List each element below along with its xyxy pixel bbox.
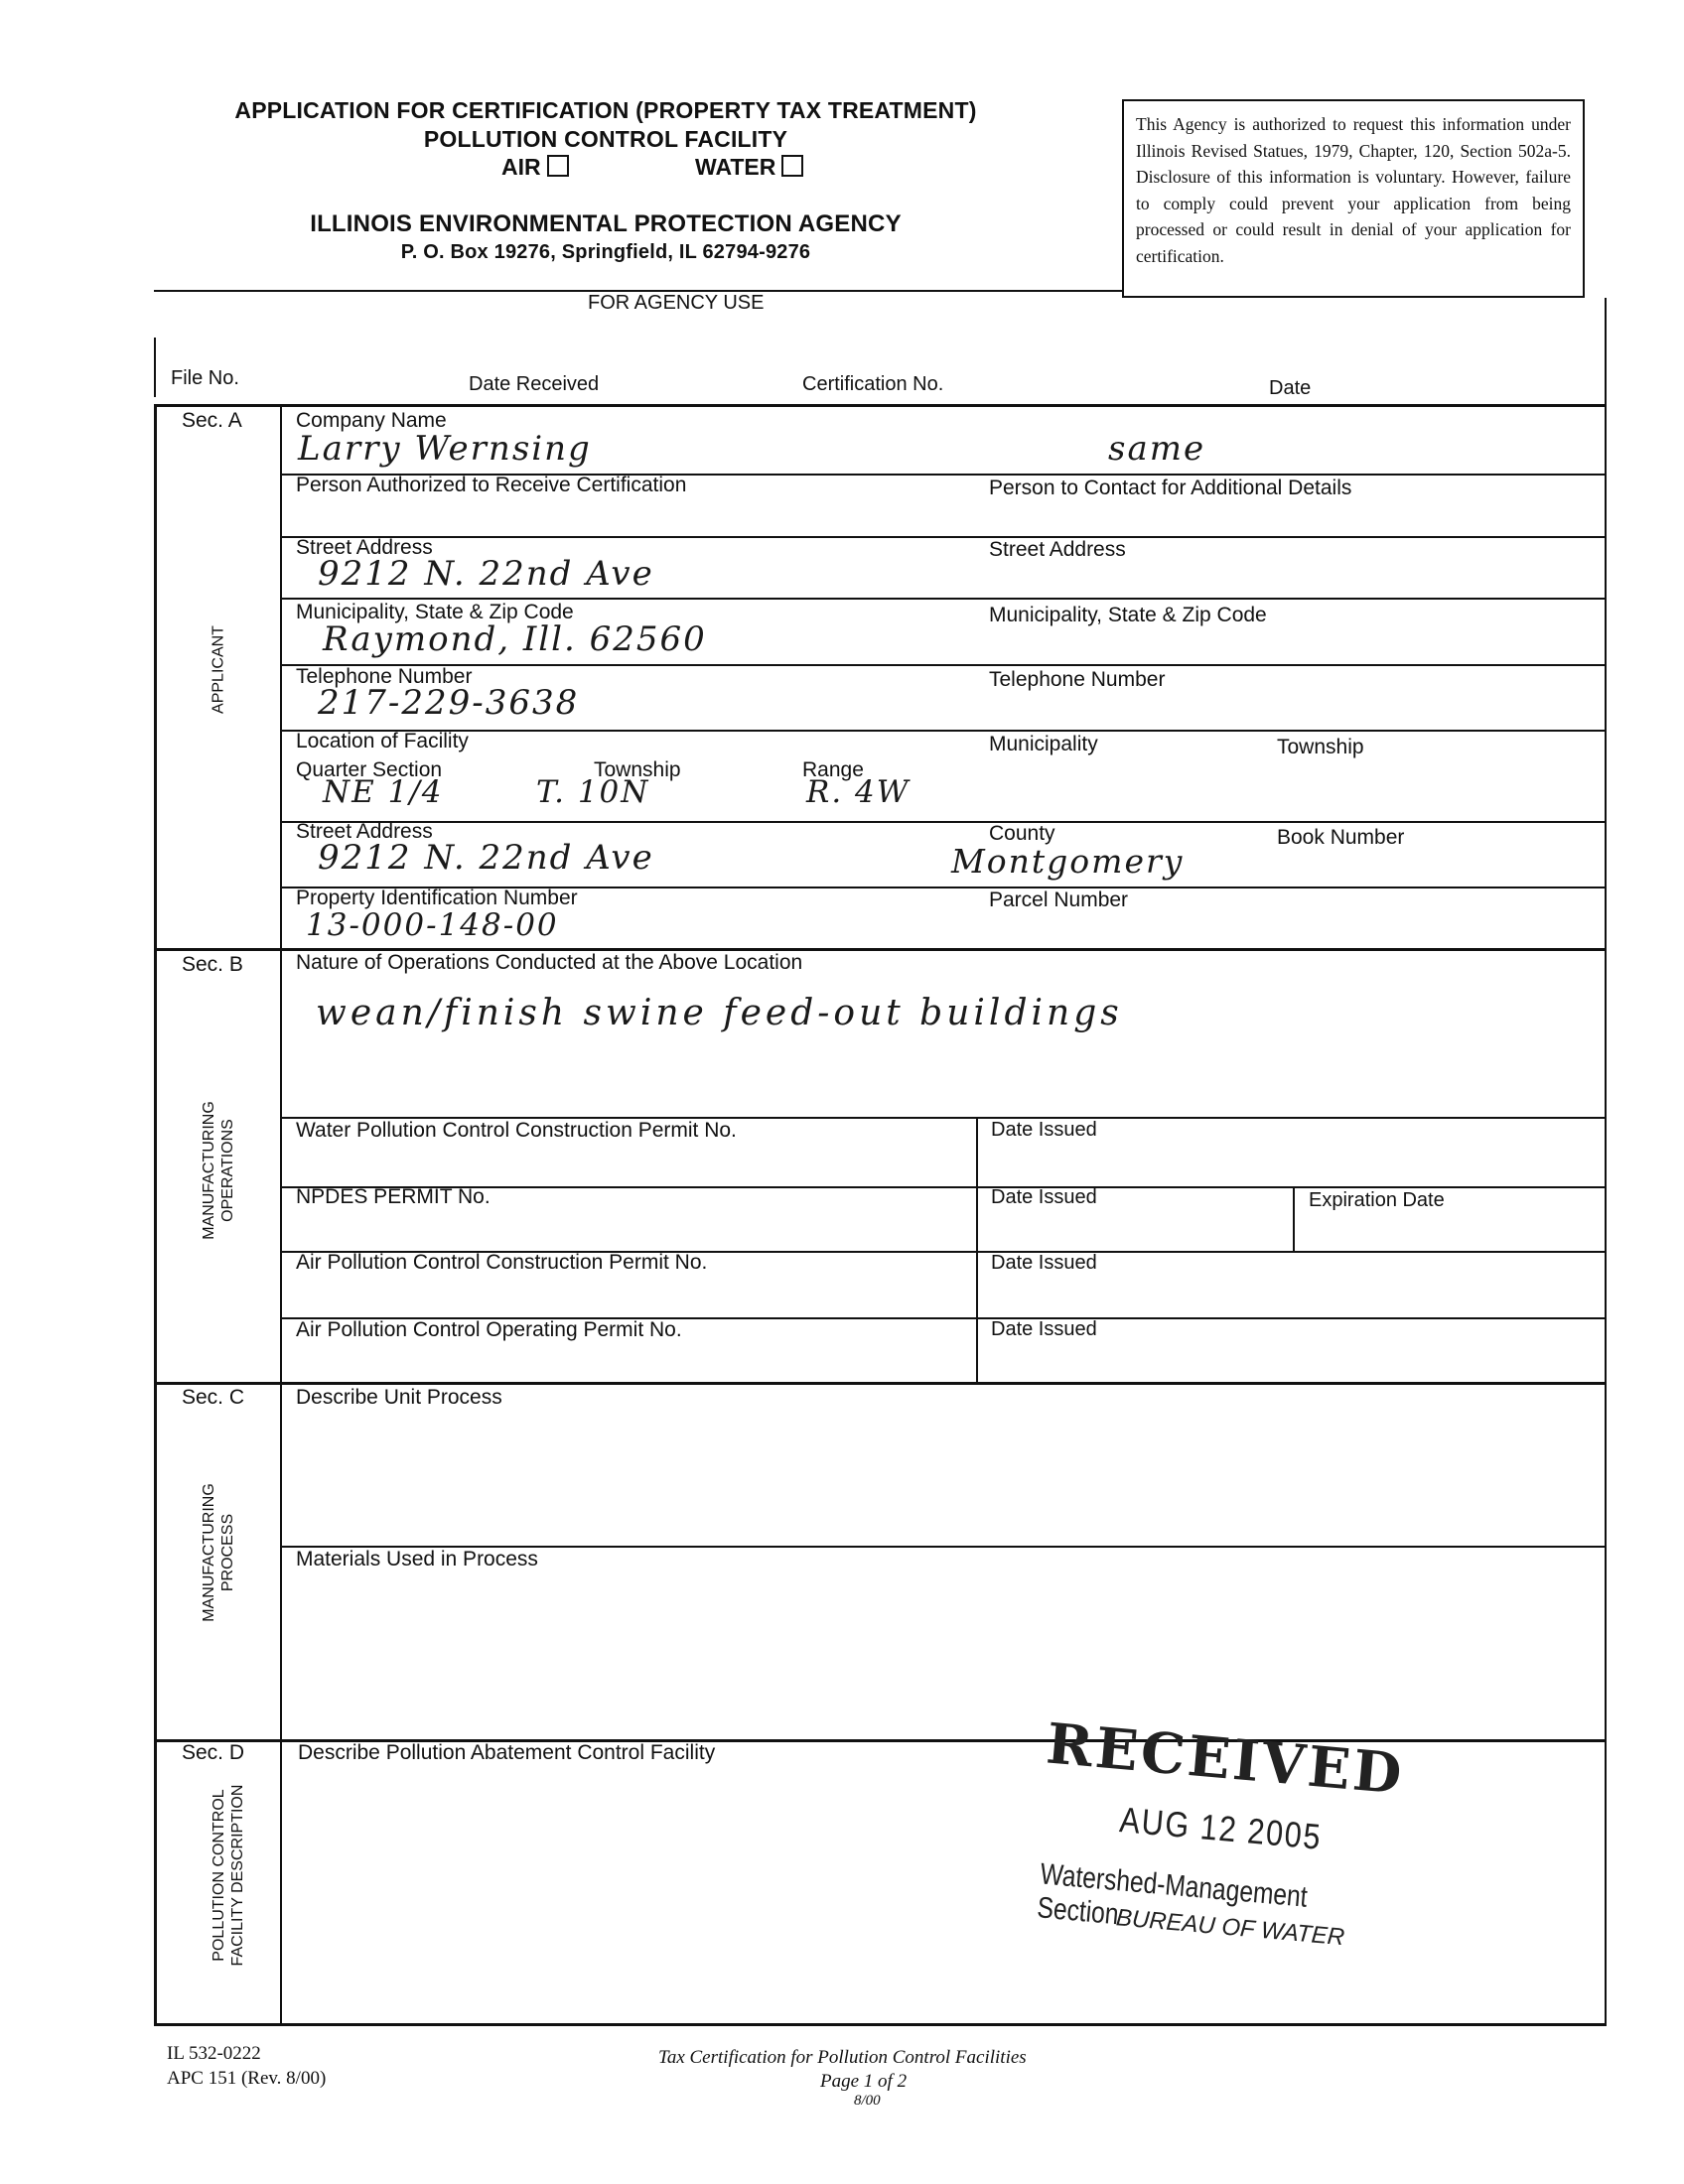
unit-process-label: Describe Unit Process [296,1386,502,1409]
location-label: Location of Facility [296,730,469,752]
footer-doc-title: Tax Certification for Pollution Control Facilities [658,2047,1027,2068]
sec-b-label: Sec. B [182,953,243,976]
manufacturing-process-side-label [200,1453,237,1652]
sec-a-label: Sec. A [182,409,242,432]
street-address-label: Street Address [296,536,433,559]
applicant-side-label: APPLICANT [210,625,227,714]
air-construction-label: Air Pollution Control Construction Permit No. [296,1251,708,1274]
county-label: County [989,822,1055,845]
pollution-control-side-label-2: FACILITY DESCRIPTION [229,1784,246,1967]
frame-left [154,404,157,2025]
facility-street-value[interactable]: 9212 N. 22nd Ave [318,838,654,878]
pollution-control-side-label [210,1766,247,1984]
air-construction-date-issued: Date Issued [991,1252,1097,1274]
book-number-label: Book Number [1277,826,1405,849]
company-name-label: Company Name [296,409,447,432]
parcel-label: Parcel Number [989,888,1129,911]
manufacturing-process-side-label-1: MANUFACTURING [201,1483,217,1622]
npdes-date-issued: Date Issued [991,1186,1097,1208]
agency-use-title: FOR AGENCY USE [588,292,765,314]
manufacturing-operations-side-label-2: OPERATIONS [219,1119,236,1222]
agency-use-left-rule [154,338,156,397]
telephone-value[interactable]: 217-229-3638 [318,683,580,723]
county-value[interactable]: Montgomery [951,842,1185,881]
disclosure-notice: This Agency is authorized to request this information under Illinois Revised Statues, 1979, Chapter, 120, Section 502a-5. Disclosure of this information is voluntary. However, failure to comply could prevent your application from being processed or could result in denial of your application for certification. [1122,99,1585,298]
water-checkbox[interactable] [781,155,803,177]
air-checkbox-group [501,154,569,181]
row-rule-5 [280,730,1607,732]
air-operating-label: Air Pollution Control Operating Permit No. [296,1318,682,1341]
range-label: Range [802,758,864,781]
air-label: AIR [501,154,541,180]
row-rule-2 [280,536,1607,538]
frame-right [1605,404,1607,2025]
npdes-label: NPDES PERMIT No. [296,1185,491,1208]
sec-c-divider [154,1382,1607,1385]
row-rule-4 [280,664,1607,666]
township-value[interactable]: T. 10N [536,774,650,810]
stamp-section: Watershed-Management Section [1036,1857,1309,1932]
npdes-expiration-date: Expiration Date [1309,1189,1445,1211]
certification-no-label: Certification No. [802,373,944,395]
frame-top [154,404,1607,407]
air-operating-date-issued: Date Issued [991,1318,1097,1340]
nature-operations-label: Nature of Operations Conducted at the Above Location [296,951,803,974]
pin-label: Property Identification Number [296,887,578,909]
date-received-label: Date Received [469,373,600,395]
pin-value[interactable]: 13-000-148-00 [306,907,559,943]
telephone-label: Telephone Number [296,665,473,688]
received-stamp [1022,1710,1440,2002]
form-number: IL 532-0222 [167,2043,261,2064]
form-subtitle: POLLUTION CONTROL FACILITY [423,126,788,152]
agency-use-right-rule [1605,298,1607,407]
sec-d-label: Sec. D [182,1741,245,1764]
footer-page: Page 1 of 2 [820,2071,908,2092]
expiration-column-divider [1293,1186,1295,1251]
quarter-section-label: Quarter Section [296,758,443,781]
pollution-control-side-label-1: POLLUTION CONTROL [210,1789,227,1962]
footer-rev: 8/00 [854,2093,881,2109]
manufacturing-operations-side-label-1: MANUFACTURING [201,1101,217,1240]
air-checkbox[interactable] [547,155,569,177]
facility-street-label: Street Address [296,820,433,843]
row-rule-3 [280,598,1607,600]
stamp-date: AUG 12 2005 [1118,1799,1324,1857]
manufacturing-process-side-label-2: PROCESS [219,1513,236,1592]
telephone-right-label: Telephone Number [989,668,1166,691]
stamp-bureau: BUREAU OF WATER [1115,1904,1346,1952]
manufacturing-operations-side-label [200,1071,237,1270]
municipality-short-label: Municipality [989,733,1098,755]
stamp-received-text: RECEIVED [1044,1710,1408,1808]
company-name-value[interactable]: Larry Wernsing [298,429,592,469]
abatement-label: Describe Pollution Abatement Control Facility [298,1741,716,1764]
township-right-label: Township [1277,736,1364,758]
street-address-right-label: Street Address [989,538,1126,561]
water-label: WATER [695,154,776,180]
row-rule-6 [280,821,1607,823]
municipality-right-label: Municipality, State & Zip Code [989,604,1267,626]
agency-address: P. O. Box 19276, Springfield, IL 62794-9276 [400,241,811,263]
water-permit-date-issued: Date Issued [991,1119,1097,1141]
agency-name: ILLINOIS ENVIRONMENTAL PROTECTION AGENCY [310,210,902,237]
materials-label: Materials Used in Process [296,1548,538,1570]
file-no-label: File No. [171,367,239,389]
contact-value[interactable]: same [1108,429,1206,469]
township-label: Township [594,758,681,781]
street-address-value[interactable]: 9212 N. 22nd Ave [318,554,654,594]
water-permit-label: Water Pollution Control Construction Permit No. [296,1119,737,1142]
water-checkbox-group [695,154,803,181]
municipality-label: Municipality, State & Zip Code [296,601,574,623]
quarter-section-value[interactable]: NE 1/4 [323,774,444,810]
nature-operations-value[interactable]: wean/finish swine feed-out buildings [316,993,1123,1033]
frame-bottom [154,2023,1607,2026]
municipality-value[interactable]: Raymond, Ill. 62560 [323,619,707,659]
permit-column-divider [976,1117,978,1382]
form-title: APPLICATION FOR CERTIFICATION (PROPERTY TAX TREATMENT) [234,97,977,123]
person-authorized-label: Person Authorized to Receive Certification [296,474,687,496]
label-column-divider [280,404,282,2025]
person-contact-label: Person to Contact for Additional Details [989,477,1352,499]
range-value[interactable]: R. 4W [806,774,911,810]
apc-number: APC 151 (Rev. 8/00) [167,2068,327,2089]
sec-c-label: Sec. C [182,1386,245,1409]
date-label: Date [1269,377,1312,399]
